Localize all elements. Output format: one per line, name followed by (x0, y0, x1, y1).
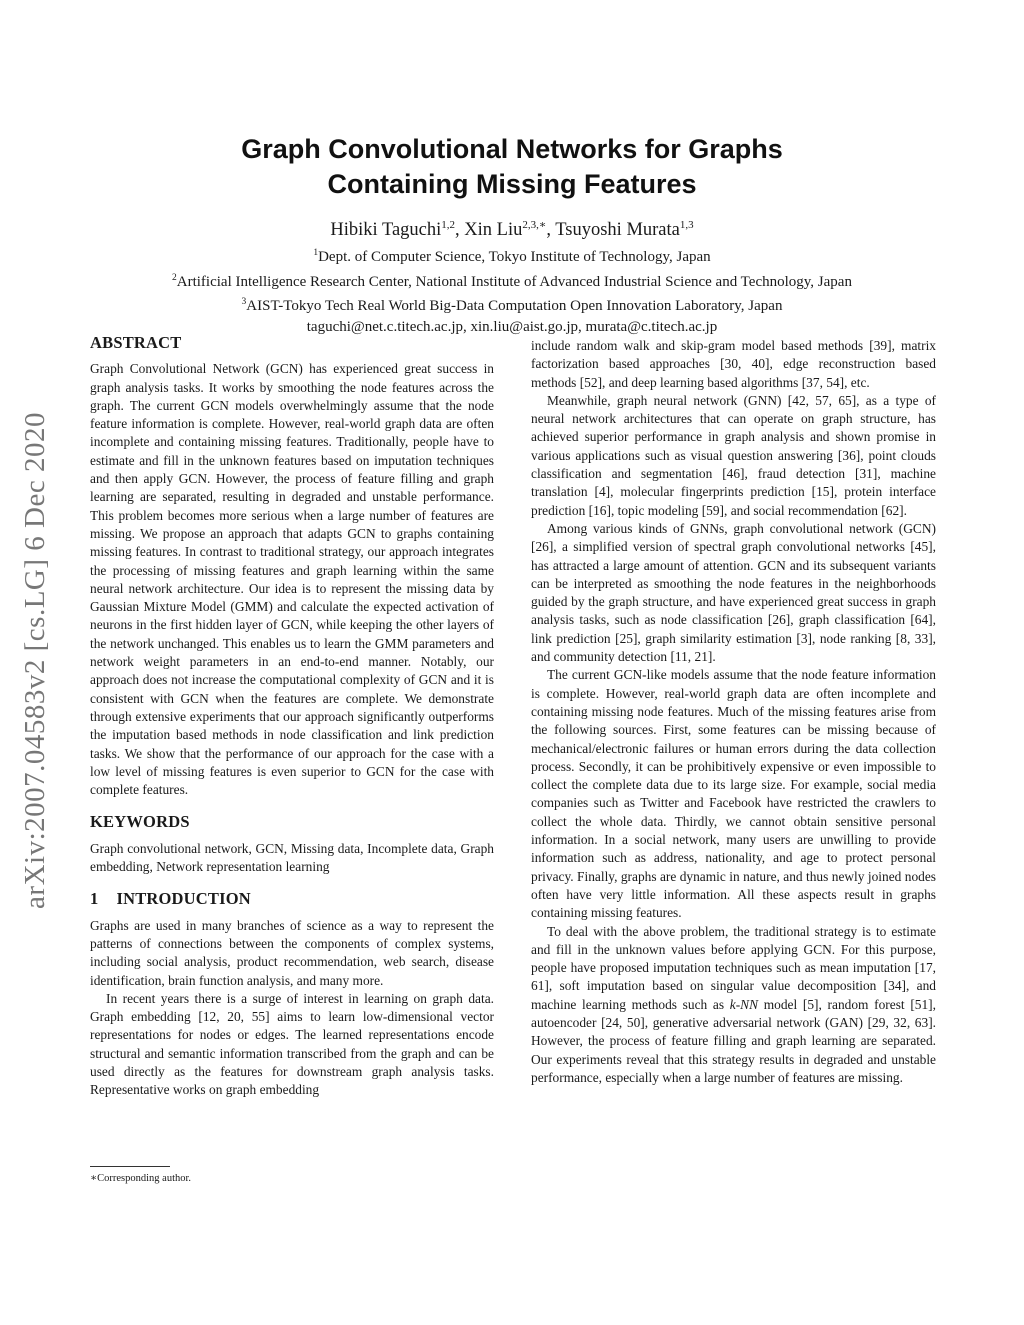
author-affil-sup: 1,3 (679, 219, 694, 231)
author-emails: taguchi@net.c.titech.ac.jp, xin.liu@aist.go.jp, murata@c.titech.ac.jp (306, 318, 718, 335)
keywords-text: Graph convolutional network, GCN, Missing data, Incomplete data, Graph embedding, Network representation learning (90, 840, 494, 875)
footnote-text: Corresponding author. (97, 1173, 192, 1184)
right-column (531, 337, 936, 1087)
author-name: Tsuyoshi Murata (555, 220, 680, 241)
knn-term: k-NN (729, 996, 759, 1012)
right-paragraph-5 (531, 923, 936, 1088)
intro-paragraph-1: Graphs are used in many branches of science as a way to represent the patterns of connections between the components of complex systems, including social analysis, product recommendation, web search, disease identification, brain function analysis, and many more. (90, 917, 494, 988)
affiliation-line (100, 243, 924, 268)
abstract-heading: ABSTRACT (90, 333, 182, 352)
section-number: 1 (90, 889, 99, 909)
footnote (90, 1172, 390, 1184)
affiliation-sup: 3 (241, 297, 247, 307)
affiliation-line (100, 292, 924, 317)
author-affil-sup: 1,2 (441, 219, 456, 231)
author-list: Hibiki Taguchi$^{1,2}$, Xin Liu$^{2,3,∗}$, Tsuyoshi Murata$^{1,3}$ (330, 219, 694, 241)
intro-paragraph-2: In recent years there is a surge of interest in learning on graph data. Graph embedding [12, 20, 55] aims to learn low-dimensional vector representations for nodes or edges. The learned representations encode structural and semantic information transcribed from the graph and can be used directly as the features for downstream graph analysis tasks. Representative works on graph embedding (90, 990, 494, 1098)
right-paragraph-1: include random walk and skip-gram model based methods [39], matrix factorization based approaches [30, 40], edge reconstruction based methods [52], and deep learning based algorithms [37, 54], etc. (531, 338, 936, 390)
arxiv-stamp (10, 360, 60, 960)
affiliation-sup: 1 (313, 248, 319, 258)
footnote-rule (90, 1166, 170, 1167)
abstract-text: Graph Convolutional Network (GCN) has experienced great success in graph analysis tasks. It works by smoothing the node features across the graph. The current GCN models overwhelmingly assume that the node feature information is complete. However, real-world graph data are often incomplete and containing missing features. Traditionally, people have to estimate and fill in the unknown features based on imputation techniques and then apply GCN. However, the process of feature filling and graph learning are separated, resulting in degraded and unstable performance. This problem becomes more serious when a large number of features are missing. We propose an approach that adapts GCN to graphs containing missing features. In contrast to traditional strategy, our approach integrates the processing of missing features and graph learning within the same neural network architecture. Our idea is to represent the missing data by Gaussian Mixture Model (GMM) and calculate the expected activation of neurons in the first hidden layer of GCN, while keeping the other layers of the network unchanged. This enables us to learn the GMM parameters and network weight parameters in an end-to-end manner. Notably, our approach does not increase the computational complexity of GCN and it is consistent with GCN when the features are complete. We demonstrate through extensive experiments that our approach significantly outperforms the imputation based methods in node classification and link prediction tasks. We show that the performance of our approach for the case with a low level of missing features is even superior to GCN for the case with complete features. (90, 361, 494, 798)
left-column (90, 334, 494, 1100)
affiliation-text: AIST-Tokyo Tech Real World Big-Data Computation Open Innovation Laboratory, Japan (246, 298, 783, 314)
intro-heading (90, 890, 494, 908)
footnote-mark: ∗ (90, 1173, 98, 1184)
paragraph-text: To deal with the above problem, the traditional strategy is to estimate and fill in the unknown values before applying GCN. For this purpose, people have proposed imputation techniques such as mean imputation [17, 61], soft imputation based on singular value decomposition [34], and machine learning methods such as (531, 923, 936, 1012)
title-line-2: Containing Missing Features (327, 169, 697, 199)
author-name: Xin Liu (464, 220, 523, 241)
title-line-1: Graph Convolutional Networks for Graphs (241, 134, 783, 164)
right-paragraph-2: Meanwhile, graph neural network (GNN) [42, 57, 65], as a type of neural network architectures that can operate on graph structure, has achieved superior performance in graph analysis and shown promise in various applications such as visual question answering [36], point clouds classification and segmentation [46], fraud detection [31], machine translation [4], molecular fingerprints prediction [15], protein interface prediction [16], topic modeling [59], and social recommendation [62]. (531, 392, 936, 518)
arxiv-stamp-text: arXiv:2007.04583v2 [cs.LG] 6 Dec 2020 (18, 411, 51, 909)
paragraph-text: model [5], random forest [51], autoencoder [24, 50], generative adversarial network (GAN) [29, 32, 63]. However, the process of feature filling and graph learning are separated. Our experiments reveal that this strategy results in degraded and unstable performance, especially when a large number of features are missing. (531, 996, 936, 1085)
section-title: INTRODUCTION (116, 889, 251, 909)
author-name: Hibiki Taguchi (330, 220, 442, 241)
right-paragraph-3: Among various kinds of GNNs, graph convolutional network (GCN) [26], a simplified version of spectral graph convolutional networks [45], has attracted a large amount of attention. GCN and its subsequent variants can be interpreted as smoothing the node features in the neighborhoods guided by the graph structure, and have experienced great success in graph analysis tasks, such as node classification [26], graph classification [64], link prediction [25], graph similarity estimation [3], node ranking [8, 33], and community detection [11, 21]. (531, 520, 936, 665)
affiliation-block (100, 243, 924, 337)
affiliation-text: Artificial Intelligence Research Center, National Institute of Advanced Industrial Science and Technology, Japan (176, 273, 852, 290)
right-paragraph-4: The current GCN-like models assume that the node feature information is complete. However, real-world graph data are often incomplete and containing missing node features. Much of the missing features arise from the following sources. First, some features can be missing because of mechanical/electronic failures or human errors during the data collection process. Secondly, it can be prohibitively expensive or even impossible to collect the complete data due to its large size. For example, social media companies such as Twitter and Facebook have restricted the crawlers to collect the whole data. Thirdly, we cannot obtain sensitive personal information. In a social network, many users are unwilling to provide information such as address, nationality, and age to protect personal privacy. Finally, graphs are dynamic in nature, and thus newly joined nodes often have very little information. All these aspects result in graphs containing missing features. (531, 667, 936, 921)
affiliation-sup: 2 (172, 272, 177, 283)
author-affil-sup: 2,3,∗ (522, 219, 547, 231)
affiliation-line (100, 268, 924, 293)
keywords-heading: KEYWORDS (90, 812, 190, 832)
paper-title (120, 132, 904, 202)
affiliation-text: Dept. of Computer Science, Tokyo Institute of Technology, Japan (318, 249, 711, 265)
